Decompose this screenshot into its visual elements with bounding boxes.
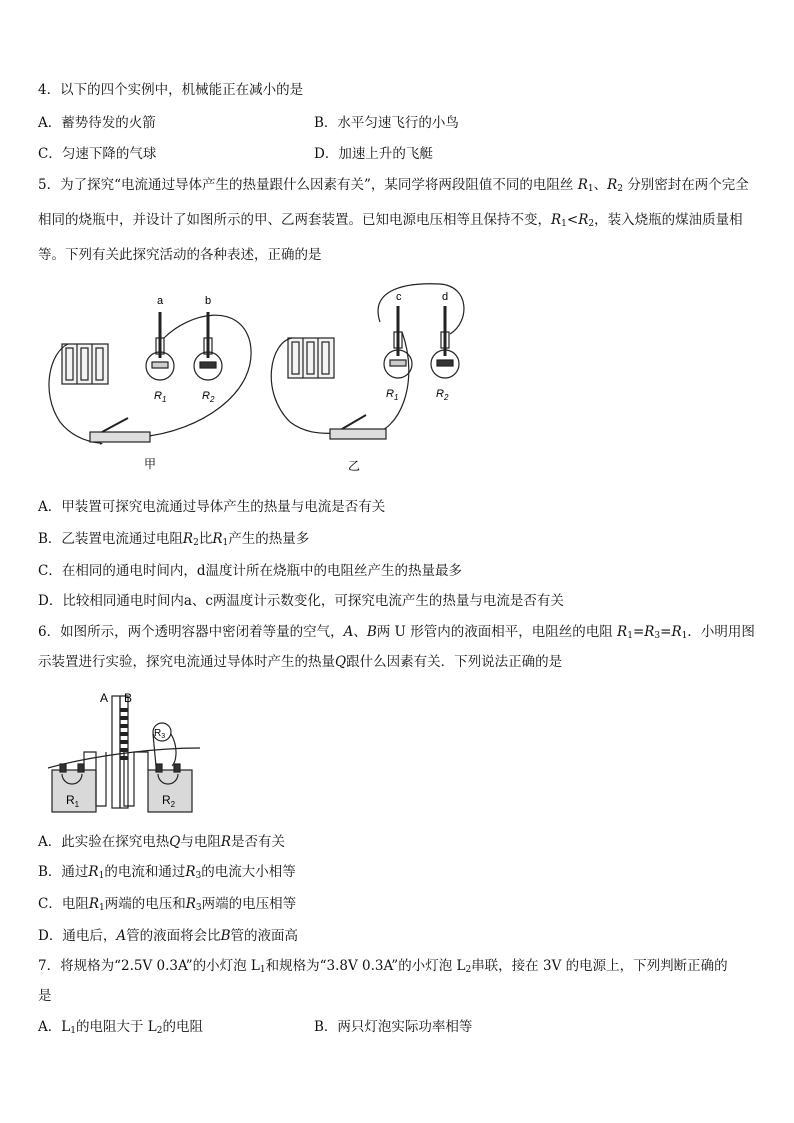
q4-option-d: D．加速上升的飞艇 [314,146,433,162]
q6-option-b: B．通过$R_1$的电流和通过$R_3$的电流大小相等 [38,864,296,881]
q7-option-a: A．$L_1$的电阻大于 $L_2$的电阻 [38,1019,203,1036]
q5-stem: 5．为了探究“电流通过导体产生的热量跟什么因素有关”，某同学将两段阻值不同的电阻丝 $R_1$、$R_2$ 分别密封在两个完全相同的烧瓶中，并设计了如图所示的甲、乙两套装置。已知电源电压相等且保持不变，$R_1<R_2$，装入烧瓶的煤油质量相等。下列有关此探究活动的各种表述，正确的是 [38,177,749,263]
q5-figure [40,282,480,477]
thermometer-c-label: c [396,291,402,303]
fig-jia-caption: 甲 [144,457,157,471]
q6-option-d: D．通电后，A管的液面将会比B管的液面高 [38,928,298,944]
thermometer-a-label: a [157,295,164,307]
q7-option-b: B．两只灯泡实际功率相等 [314,1019,473,1035]
thermometer-d-label: d [442,291,449,303]
thermometer-b-label: b [205,295,212,307]
q4-stem: 4．以下的四个实例中，机械能正在减小的是 [38,82,304,98]
q5-option-b: B．乙装置电流通过电阻$R_2$比$R_1$产生的热量多 [38,531,310,548]
q7-stem-line2: 是 [38,988,52,1004]
tube-b-label: B [124,691,133,705]
fig6-r3-label: $R_3$ [154,728,166,740]
tube-a-label: A [100,691,109,705]
fig-yi-caption: 乙 [348,459,361,473]
q6-option-c: C．电阻$R_1$两端的电压和$R_3$两端的电压相等 [38,896,297,913]
q6-figure [44,688,204,818]
yi-r2-label: $R_2$ [436,388,449,402]
jia-r2-label: $R_2$ [202,390,215,404]
q6-stem-line2: 示装置进行实验，探究电流通过导体时产生的热量Q跟什么因素有关．下列说法正确的是 [38,654,563,670]
q4-option-b: B．水平匀速飞行的小鸟 [314,115,459,131]
q4-option-a: A．蓄势待发的火箭 [38,115,156,131]
fig6-r2-label: $R_2$ [162,793,176,809]
q5-option-c: C．在相同的通电时间内，d温度计所在烧瓶中的电阻丝产生的热量最多 [38,563,462,579]
q6-option-a: A．此实验在探究电热Q与电阻R是否有关 [38,834,285,850]
fig6-r1-label: $R_1$ [66,793,80,809]
q5-option-a: A．甲装置可探究电流通过导体产生的热量与电流是否有关 [38,499,386,515]
jia-r1-label: $R_1$ [154,390,167,404]
q6-stem-line1: 6．如图所示，两个透明容器中密闭着等量的空气，A、B两 U 形管内的液面相平，电阻丝的电阻 $R_1=R_3=R_1$．小明用图 [38,624,755,641]
q7-stem-line1: 7．将规格为“2.5V 0.3A”的小灯泡 $L_1$和规格为“3.8V 0.3A”的小灯泡 $L_2$串联，接在 3V 的电源上，下列判断正确的 [38,958,728,975]
q5-option-d: D．比较相同通电时间内a、c两温度计示数变化，可探究电流产生的热量与电流是否有关 [38,593,564,609]
q4-option-c: C．匀速下降的气球 [38,146,157,162]
yi-r1-label: $R_1$ [386,388,399,402]
